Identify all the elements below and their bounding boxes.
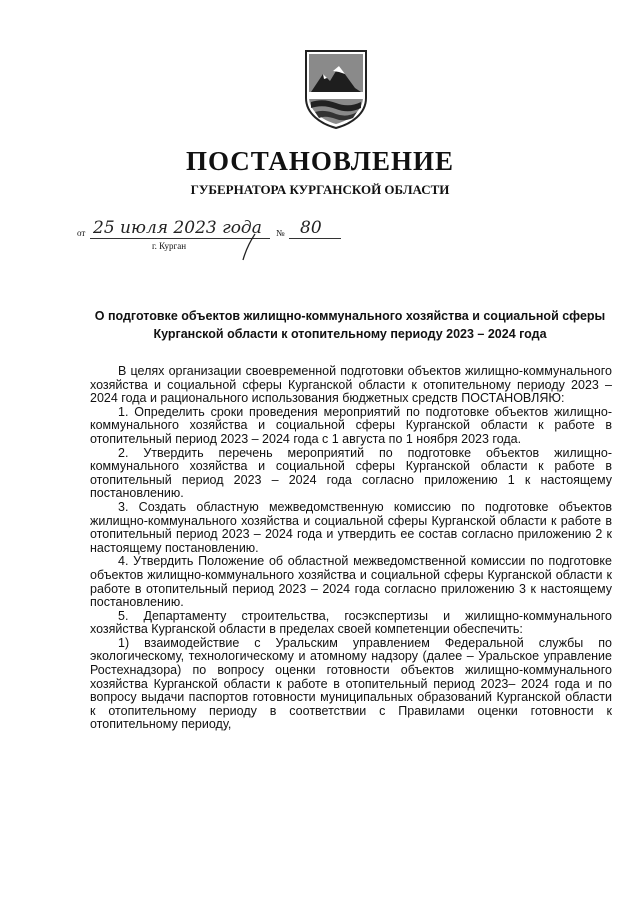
paragraph-5-1: 1) взаимодействие с Уральским управлением Федеральной службы по экологическому, технологическому и атомному надзору (далее – Уральское управление Ростехнадзора) по вопросу оценки готовности объектов жилищно-коммунального хозяйства Курганской области к работе в отопительный период 2023– 2024 года и по вопросу выдачи паспортов готовности муниципальных образований Курганской области к отопительному периоду в соответствии с Правилами оценки готовности к отопительному периоду, <box>90 635 612 732</box>
document-title: ПОСТАНОВЛЕНИЕ <box>185 146 455 176</box>
document-subtitle: ГУБЕРНАТОРА КУРГАНСКОЙ ОБЛАСТИ <box>190 182 450 197</box>
handwritten-number: 80 <box>300 218 322 238</box>
signature-stroke <box>237 232 259 262</box>
paragraph-5: 5. Департаменту строительства, госэкспертизы и жилищно-коммунального хозяйства Курганской области в пределах своей компетенции обеспечить: <box>90 608 612 637</box>
number-prefix: № <box>276 228 285 238</box>
paragraph-preamble: В целях организации своевременной подготовки объектов жилищно-коммунального хозяйства и социальной сферы Курганской области к отопительному периоду 2023 – 2024 года и рационального использования бюджетных средств ПОСТАНОВЛЯЮ: <box>90 364 612 406</box>
document-heading: О подготовке объектов жилищно-коммунального хозяйства и социальной сферы Курганской области к отопительному периоду 2023 – 2024 года <box>94 309 606 341</box>
document-body <box>90 365 612 732</box>
paragraph-4: 4. Утвердить Положение об областной межведомственной комиссии по подготовке объектов жилищно-коммунального хозяйства и социальной сферы Курганской области к работе в отопительный период 2023 – 2024 года согласно приложению 3 к настоящему постановлению. <box>90 554 612 610</box>
paragraph-1: 1. Определить сроки проведения мероприятий по подготовке объектов жилищно-коммунального хозяйства и социальной сферы Курганской области к работе в отопительный период 2023 – 2024 года с 1 августа по 1 ноября 2023 года. <box>90 404 612 446</box>
coat-of-arms-icon <box>303 48 369 130</box>
paragraph-3: 3. Создать областную межведомственную комиссию по подготовке объектов жилищно-коммунального хозяйства и социальной сферы Курганской области к работе в отопительный период 2023 – 2024 года и утвердить ее состав согласно приложению 2 к настоящему постановлению. <box>90 499 612 555</box>
city-label: г. Курган <box>152 241 187 251</box>
paragraph-2: 2. Утвердить перечень мероприятий по подготовке объектов жилищно-коммунального хозяйства и социальной сферы Курганской области к работе в отопительный период 2023 – 2024 года согласно приложению 1 к настоящему постановлению. <box>90 445 612 501</box>
date-prefix: от <box>77 228 86 238</box>
number-underline <box>289 238 341 239</box>
handwritten-date: 25 июля 2023 года <box>93 218 262 238</box>
